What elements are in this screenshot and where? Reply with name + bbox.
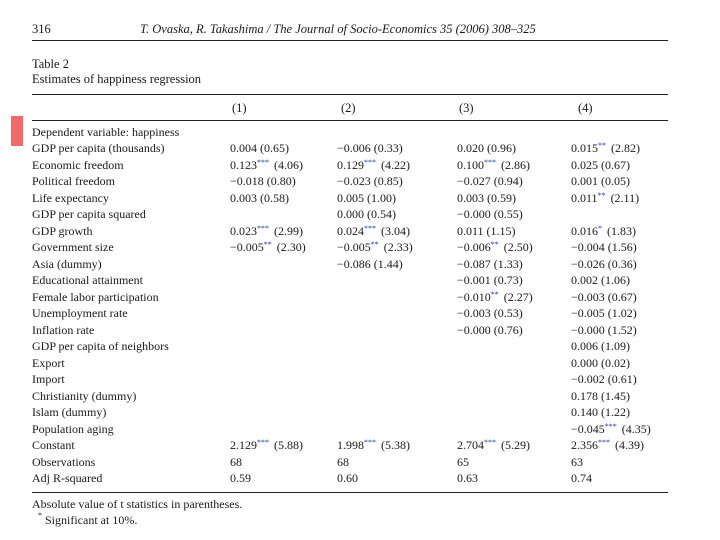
table-cell xyxy=(457,272,523,288)
cell-value: 1.998 xyxy=(337,438,364,452)
cell-value: 2.704 xyxy=(457,438,484,452)
table-cell xyxy=(230,190,289,206)
cell-value: 0.015 xyxy=(571,141,598,155)
cell-value: −0.004 (1.56) xyxy=(571,240,637,254)
cell-value: 0.003 (0.59) xyxy=(457,190,516,205)
table-cell xyxy=(571,190,639,206)
row-label: Life expectancy xyxy=(32,190,109,205)
table-cell xyxy=(571,322,637,338)
table-cell xyxy=(457,470,478,486)
table-cell xyxy=(230,223,303,239)
table-row xyxy=(0,437,720,453)
cell-value: −0.005 xyxy=(337,240,371,254)
t-statistic: (4.39) xyxy=(615,438,644,452)
significance-stars: *** xyxy=(364,157,376,167)
cell-value: 68 xyxy=(230,454,242,469)
table-cell xyxy=(571,173,630,189)
t-statistic: (4.06) xyxy=(274,157,303,172)
cell-value: 0.016 xyxy=(571,223,598,238)
table-cell xyxy=(337,256,403,272)
table-cell xyxy=(337,437,410,453)
table-cell xyxy=(571,404,630,420)
cell-value: 0.003 (0.58) xyxy=(230,190,289,205)
table-cell xyxy=(457,157,530,173)
t-statistic: (2.50) xyxy=(503,240,533,254)
table-cell xyxy=(457,289,533,305)
cell-value: −0.026 (0.36) xyxy=(571,256,637,271)
row-label: Female labor participation xyxy=(32,289,159,304)
table-cell xyxy=(230,173,296,189)
column-header-2: (2) xyxy=(341,101,356,115)
t-statistic: (1.83) xyxy=(607,223,636,238)
table-title: Estimates of happiness regression xyxy=(32,72,202,86)
cell-value: −0.005 xyxy=(230,240,264,254)
table-cell xyxy=(571,272,630,288)
row-label: GDP per capita squared xyxy=(32,207,146,221)
table-cell xyxy=(457,206,523,222)
cell-value: −0.005 (1.02) xyxy=(571,306,637,320)
table-cell xyxy=(571,223,636,239)
cell-value: −0.086 (1.44) xyxy=(337,256,403,271)
table-cell xyxy=(337,173,403,189)
significance-stars: ** xyxy=(263,240,272,249)
table-cell xyxy=(571,371,637,387)
footnote-note-text: Absolute value of t statistics in parentheses. xyxy=(32,497,243,511)
table-top-rule xyxy=(32,94,668,95)
running-header xyxy=(32,22,668,38)
page-number: 316 xyxy=(32,22,51,36)
row-label: Unemployment rate xyxy=(32,306,128,320)
cell-value: 0.000 (0.02) xyxy=(571,355,630,370)
row-label: Adj R-squared xyxy=(32,471,103,485)
table-row xyxy=(0,404,720,420)
table-cell xyxy=(337,140,403,156)
table-row xyxy=(0,470,720,486)
row-label: Asia (dummy) xyxy=(32,256,102,271)
footnote-sig-text: Significant at 10%. xyxy=(45,513,138,527)
table-row xyxy=(0,454,720,470)
row-label: GDP per capita of neighbors xyxy=(32,339,169,353)
significance-stars: *** xyxy=(257,223,269,233)
section-label-row xyxy=(0,124,720,140)
significance-stars: ** xyxy=(490,289,499,299)
table-row xyxy=(0,338,720,354)
footnote-symbol: * xyxy=(38,511,42,520)
cell-value: 0.100 xyxy=(457,157,484,172)
table-row xyxy=(0,206,720,222)
cell-value: −0.003 (0.53) xyxy=(457,306,523,320)
table-row xyxy=(0,322,720,338)
cell-value: 2.129 xyxy=(230,438,257,452)
table-cell xyxy=(457,305,523,321)
table-row xyxy=(0,173,720,189)
table-cell xyxy=(457,190,516,206)
table-cell xyxy=(230,140,289,156)
table-cell xyxy=(571,470,592,486)
significance-stars: ** xyxy=(598,141,606,150)
table-cell xyxy=(457,239,533,255)
table-row xyxy=(0,157,720,173)
t-statistic: (2.33) xyxy=(383,240,413,254)
cell-value: 0.63 xyxy=(457,471,478,485)
significance-stars: *** xyxy=(364,223,376,233)
significance-stars: ** xyxy=(490,240,499,249)
significance-stars: *** xyxy=(257,438,269,447)
cell-value: −0.010 xyxy=(457,289,491,304)
table-cell xyxy=(337,190,396,206)
footnote-note xyxy=(32,497,242,512)
significance-stars: *** xyxy=(604,421,617,431)
row-label: Islam (dummy) xyxy=(32,405,107,419)
row-label: Christianity (dummy) xyxy=(32,388,137,403)
cell-value: 63 xyxy=(571,454,583,469)
cell-value: −0.000 (0.76) xyxy=(457,322,523,337)
table-cell xyxy=(230,454,242,470)
journal-citation: T. Ovaska, R. Takashima / The Journal of Socio-Economics 35 (2006) 308–325 xyxy=(140,22,536,36)
t-statistic: (5.88) xyxy=(274,438,303,452)
table-row xyxy=(0,239,720,255)
table-row xyxy=(0,190,720,206)
row-label: Government size xyxy=(32,240,114,254)
table-row xyxy=(0,355,720,371)
table-cell xyxy=(337,206,396,222)
table-label: Table 2 xyxy=(32,57,69,71)
cell-value: 0.123 xyxy=(230,157,257,172)
cell-value: 0.60 xyxy=(337,471,358,485)
table-row xyxy=(0,272,720,288)
table-cell xyxy=(457,454,469,470)
table-cell xyxy=(457,140,516,156)
cell-value: 0.001 (0.05) xyxy=(571,174,630,188)
cell-value: −0.003 (0.67) xyxy=(571,289,637,304)
cell-value: −0.087 (1.33) xyxy=(457,256,523,271)
t-statistic: (2.86) xyxy=(501,157,530,172)
table-row xyxy=(0,223,720,239)
table-cell xyxy=(571,157,630,173)
cell-value: 0.59 xyxy=(230,471,251,485)
cell-value: 0.023 xyxy=(230,223,257,238)
row-label: Political freedom xyxy=(32,174,115,188)
table-cell xyxy=(571,454,583,470)
table-cell xyxy=(571,289,637,305)
row-label: Observations xyxy=(32,454,96,469)
table-cell xyxy=(571,355,630,371)
cell-value: 2.356 xyxy=(571,438,598,452)
cell-value: 0.140 (1.22) xyxy=(571,405,630,419)
cell-value: −0.027 (0.94) xyxy=(457,174,523,188)
table-row xyxy=(0,371,720,387)
cell-value: 0.011 (1.15) xyxy=(457,223,516,238)
t-statistic: (4.35) xyxy=(621,421,651,436)
table-row xyxy=(0,421,720,437)
table-cell xyxy=(337,454,349,470)
t-statistic: (2.82) xyxy=(611,141,640,155)
significance-stars: *** xyxy=(484,438,496,447)
significance-stars: ** xyxy=(370,240,379,249)
table-cell xyxy=(230,437,303,453)
t-statistic: (3.04) xyxy=(381,223,410,238)
table-row xyxy=(0,289,720,305)
cell-value: −0.018 (0.80) xyxy=(230,174,296,188)
table-cell xyxy=(337,223,410,239)
table-bottom-rule xyxy=(32,492,668,493)
t-statistic: (2.30) xyxy=(276,240,306,254)
cell-value: 68 xyxy=(337,454,349,469)
row-label: Inflation rate xyxy=(32,322,95,337)
header-bottom-rule xyxy=(32,120,668,121)
significance-stars: * xyxy=(598,223,602,233)
cell-value: 0.000 (0.54) xyxy=(337,207,396,221)
table-cell xyxy=(457,223,516,239)
table-cell xyxy=(337,239,413,255)
cell-value: 0.011 xyxy=(571,190,598,205)
row-label: Constant xyxy=(32,438,75,452)
t-statistic: (4.22) xyxy=(381,157,410,172)
table-cell xyxy=(230,470,251,486)
table-cell xyxy=(571,305,637,321)
table-cell xyxy=(571,388,630,404)
cell-value: 0.004 (0.65) xyxy=(230,141,289,155)
t-statistic: (5.38) xyxy=(381,438,410,452)
cell-value: 0.025 (0.67) xyxy=(571,157,630,172)
table-cell xyxy=(457,322,523,338)
row-label: Import xyxy=(32,372,65,386)
row-label: GDP growth xyxy=(32,223,93,238)
table-row xyxy=(0,256,720,272)
column-header-3: (3) xyxy=(459,101,474,115)
table-row xyxy=(0,388,720,404)
table-cell xyxy=(571,421,651,437)
table-cell xyxy=(571,239,637,255)
cell-value: 0.006 (1.09) xyxy=(571,339,630,353)
cell-value: −0.006 xyxy=(457,240,491,254)
table-cell xyxy=(571,140,640,156)
table-cell xyxy=(457,256,523,272)
table-cell xyxy=(571,437,644,453)
table-cell xyxy=(457,173,523,189)
table-cell xyxy=(337,157,410,173)
cell-value: 0.178 (1.45) xyxy=(571,388,630,403)
significance-stars: *** xyxy=(484,157,496,167)
t-statistic: (2.99) xyxy=(274,223,303,238)
table-cell xyxy=(230,157,303,173)
table-row xyxy=(0,305,720,321)
header-rule xyxy=(32,40,668,41)
cell-value: −0.000 (0.55) xyxy=(457,207,523,221)
cell-value: 0.74 xyxy=(571,471,592,485)
significance-stars: ** xyxy=(597,190,606,200)
table-cell xyxy=(571,256,637,272)
significance-stars: *** xyxy=(598,438,610,447)
column-header-1: (1) xyxy=(232,101,247,115)
cell-value: 0.024 xyxy=(337,223,364,238)
t-statistic: (2.27) xyxy=(503,289,533,304)
table-cell xyxy=(337,470,358,486)
table-cell xyxy=(571,338,630,354)
table-cell xyxy=(230,239,306,255)
significance-stars: *** xyxy=(257,157,269,167)
row-label: Economic freedom xyxy=(32,157,124,172)
row-label: Population aging xyxy=(32,421,114,436)
cell-value: 0.020 (0.96) xyxy=(457,141,516,155)
significance-stars: *** xyxy=(364,438,376,447)
cell-value: 0.002 (1.06) xyxy=(571,273,630,287)
t-statistic: (2.11) xyxy=(610,190,640,205)
row-label: Export xyxy=(32,355,65,370)
cell-value: 65 xyxy=(457,454,469,469)
dependent-variable-label: Dependent variable: happiness xyxy=(32,125,180,139)
t-statistic: (5.29) xyxy=(501,438,530,452)
cell-value: −0.000 (1.52) xyxy=(571,322,637,337)
row-label: GDP per capita (thousands) xyxy=(32,141,165,155)
cell-value: −0.002 (0.61) xyxy=(571,372,637,386)
cell-value: 0.005 (1.00) xyxy=(337,190,396,205)
table-row xyxy=(0,140,720,156)
cell-value: 0.129 xyxy=(337,157,364,172)
row-label: Educational attainment xyxy=(32,273,143,287)
cell-value: −0.023 (0.85) xyxy=(337,174,403,188)
cell-value: −0.001 (0.73) xyxy=(457,273,523,287)
footnote-significance xyxy=(38,513,137,528)
column-header-4: (4) xyxy=(578,101,593,115)
cell-value: −0.045 xyxy=(571,421,605,436)
cell-value: −0.006 (0.33) xyxy=(337,141,403,155)
table-cell xyxy=(457,437,530,453)
